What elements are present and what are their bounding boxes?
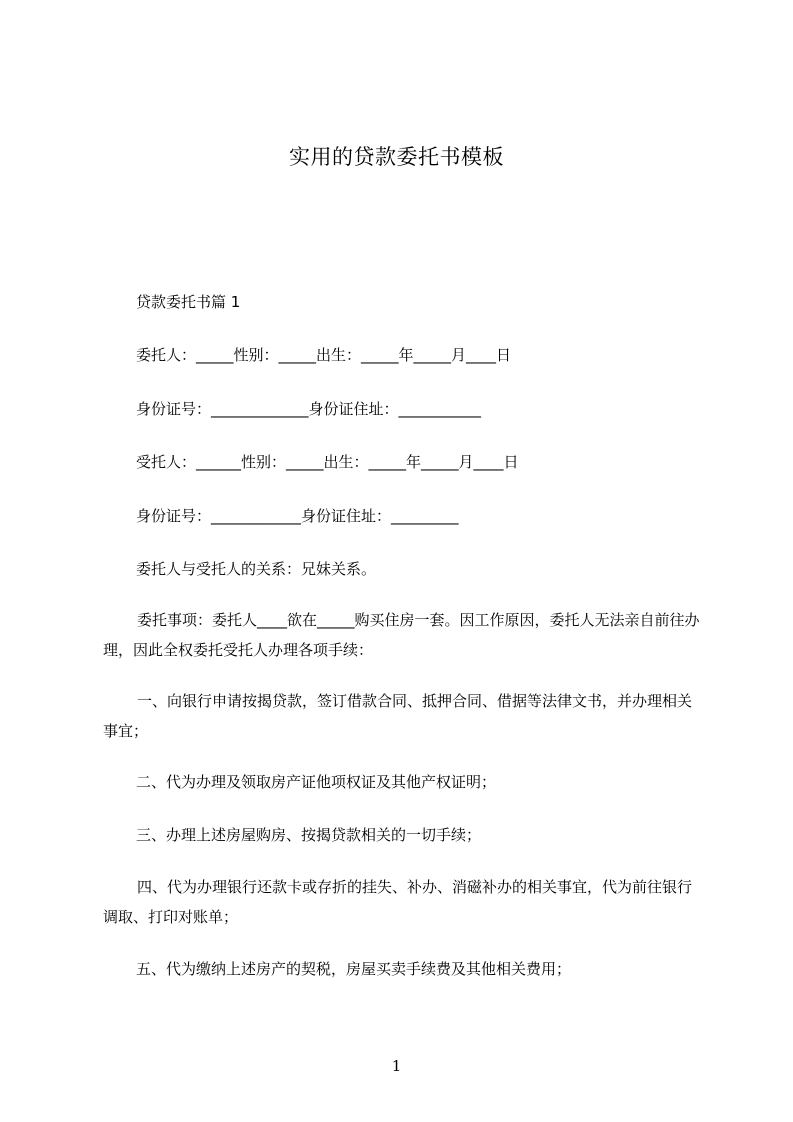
relationship-line: 委托人与受托人的关系：兄妹关系。 <box>136 560 377 578</box>
item-two-line: 二、代为办理及领取房产证他项权证及其他产权证明； <box>136 773 497 791</box>
item-four-paragraph: 四、代为办理银行还款卡或存折的挂失、补办、消磁补办的相关事宜，代为前往银行调取、打印对账单； <box>103 878 693 926</box>
item-three-line: 三、办理上述房屋购房、按揭贷款相关的一切手续； <box>136 826 482 844</box>
item-one-paragraph: 一、向银行申请按揭贷款，签订借款合同、抵押合同、借据等法律文书，并办理相关事宜； <box>103 692 693 740</box>
principal-info-line: 委托人：_____性别：_____出生：_____年_____月____日 <box>136 346 512 364</box>
principal-id-line: 身份证号：_____________身份证住址：___________ <box>136 400 482 418</box>
section-heading: 贷款委托书篇 1 <box>136 293 241 311</box>
document-title: 实用的贷款委托书模板 <box>289 145 504 169</box>
item-five-line: 五、代为缴纳上述房产的契税，房屋买卖手续费及其他相关费用； <box>136 960 572 978</box>
entrusted-matters-paragraph: 委托事项：委托人____欲在_____购买住房一套。因工作原因，委托人无法亲自前往办理，因此全权委托受托人办理各项手续： <box>103 611 700 659</box>
page-number: 1 <box>391 1057 402 1075</box>
agent-info-line: 受托人：______性别：_____出生：_____年_____月____日 <box>136 453 519 471</box>
agent-id-line: 身份证号：____________身份证住址：_________ <box>136 507 459 525</box>
